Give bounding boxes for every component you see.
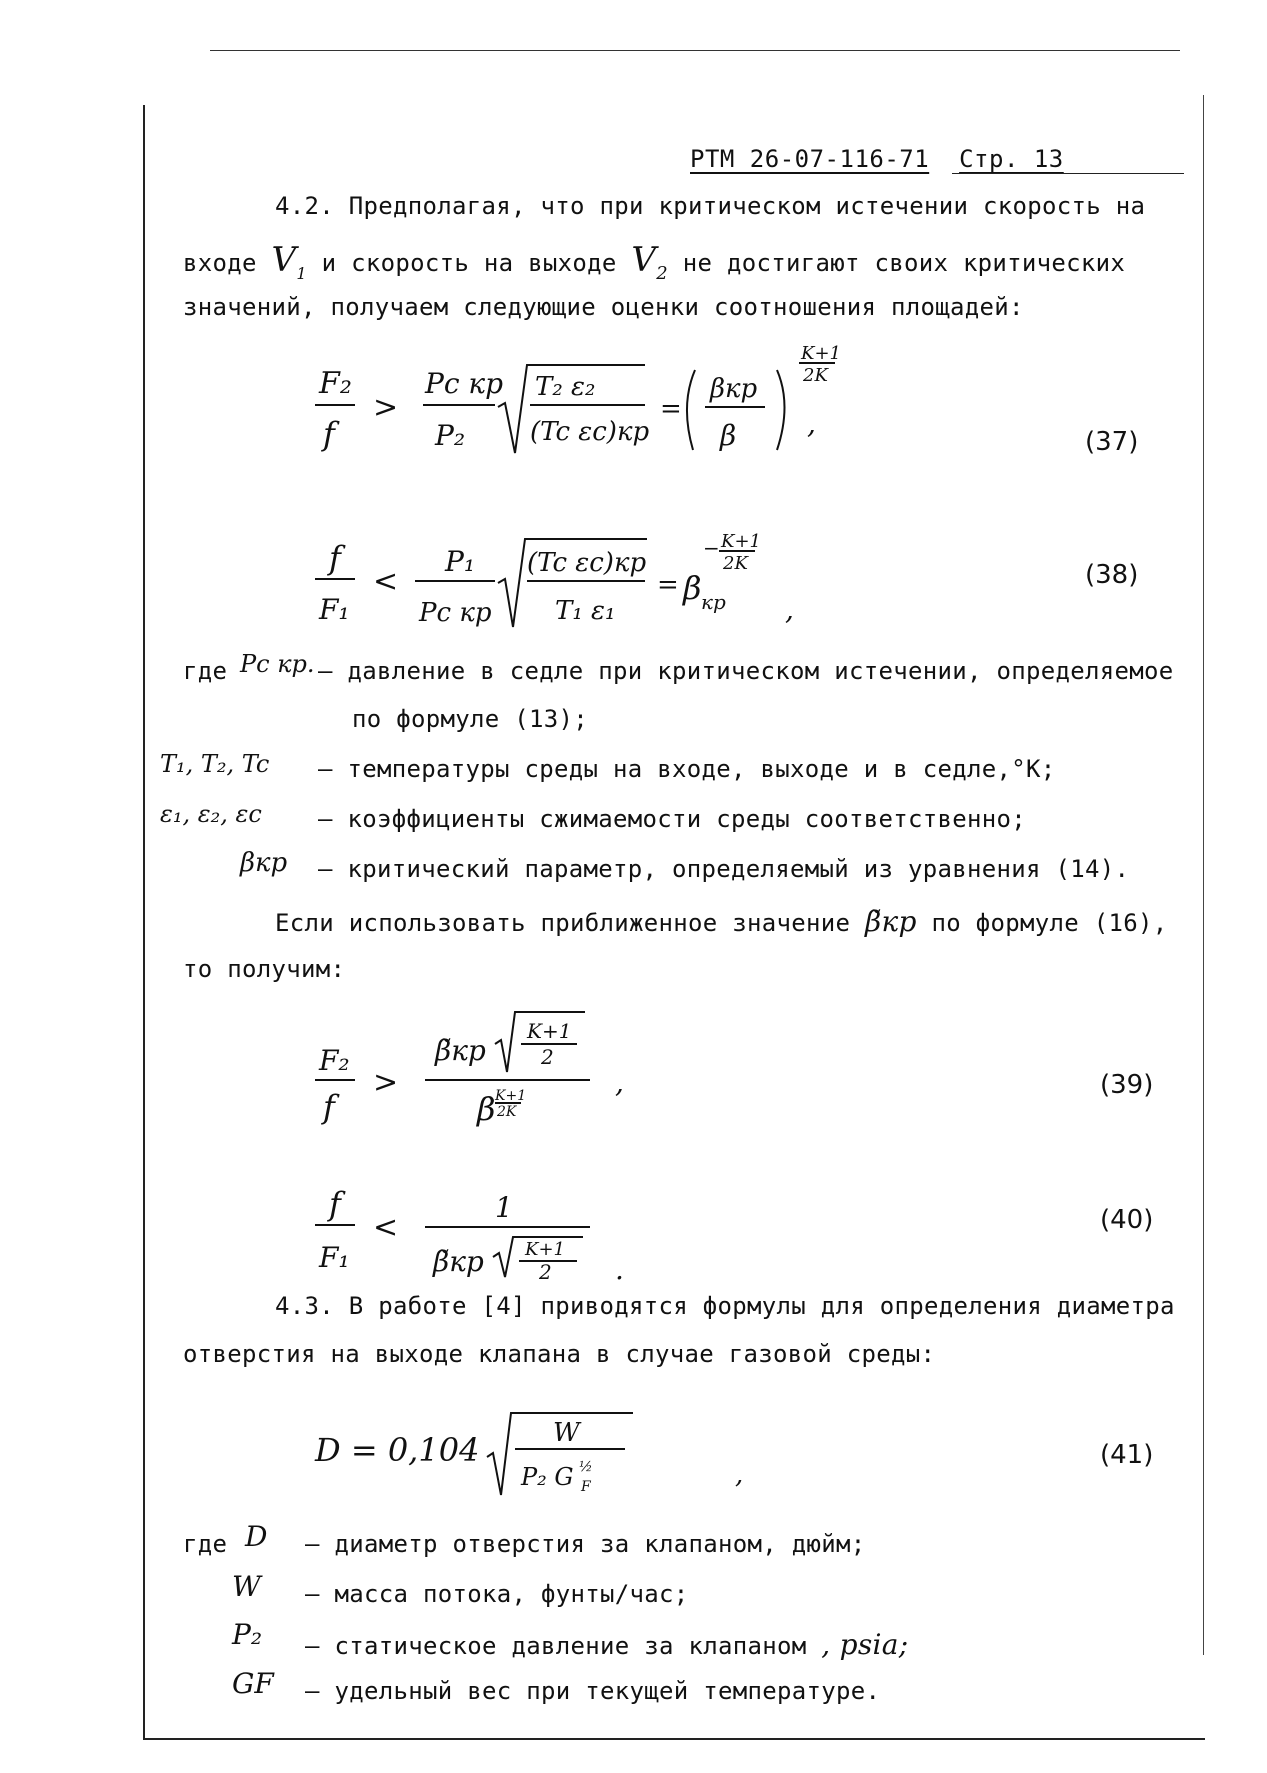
symbol-v1: $V_1$ bbox=[271, 240, 307, 283]
eq40-sqrt-den: 2 bbox=[539, 1260, 552, 1284]
eq39-num-base: β̃кр bbox=[435, 1034, 486, 1067]
def-gf-text: – удельный вес при текущей температуре. bbox=[305, 1677, 881, 1705]
eq41-trail: , bbox=[735, 1460, 744, 1490]
eq38-lhs-num: f bbox=[329, 539, 341, 577]
defs2-where: где bbox=[183, 1530, 228, 1558]
page-border-left bbox=[143, 105, 145, 1740]
eq39-trail: , bbox=[615, 1066, 624, 1099]
eq38-base-sub: кр bbox=[701, 590, 726, 614]
eq39-sqrt-den: 2 bbox=[541, 1045, 554, 1069]
eq39-lhs-num: F₂ bbox=[319, 1044, 350, 1077]
eq39-den-base: β bbox=[477, 1090, 496, 1128]
def-w-symbol: W bbox=[232, 1570, 261, 1603]
eq40-den-base: β̃кр bbox=[433, 1245, 484, 1278]
eq40-lhs-den: F₁ bbox=[319, 1241, 350, 1274]
para-4-2-line1: 4.2. Предполагая, что при критическом истечении скорость на bbox=[275, 192, 1146, 220]
def-temps-symbol: T₁, T₂, Tc bbox=[160, 750, 270, 778]
equation-37 bbox=[315, 345, 875, 465]
def-beta-text: – критический параметр, определяемый из уравнения (14). bbox=[318, 855, 1130, 883]
doc-number: РТМ 26-07-116-71 bbox=[690, 145, 930, 173]
para-4-2-line2: входе $V_1$ и скорость на выходе $V_2$ не достигают своих критических bbox=[183, 240, 1126, 284]
eq38-exp-minus: − bbox=[703, 536, 720, 560]
eq37-eq: = bbox=[660, 394, 682, 424]
def-temps-text: – температуры среды на входе, выходе и в седле,°К; bbox=[318, 755, 1056, 783]
para-approx-line2: то получим: bbox=[183, 955, 346, 983]
eq40-rhs-num: 1 bbox=[495, 1191, 513, 1224]
eq39-den-exp-num: K+1 bbox=[495, 1088, 527, 1104]
eq38-exp-num: K+1 bbox=[721, 531, 761, 552]
eq37-number: (37) bbox=[1085, 427, 1139, 457]
def-eps-symbol: ε₁, ε₂, εc bbox=[160, 800, 262, 828]
eq39-lhs-den: f bbox=[323, 1088, 335, 1126]
eq37-sqrt-den: (Tc εc)кр bbox=[530, 417, 650, 447]
def-gf-symbol: GF bbox=[232, 1667, 274, 1700]
eq37-op: > bbox=[373, 390, 399, 425]
para-4-2-line3: значений, получаем следующие оценки соотношения площадей: bbox=[183, 293, 1024, 321]
header-rule bbox=[952, 173, 1184, 174]
eq38-sqrt-num: (Tc εc)кр bbox=[527, 548, 647, 578]
page-border-bottom bbox=[143, 1738, 1205, 1740]
eq37-exp-den: 2K bbox=[803, 365, 828, 386]
def-p2-symbol: P₂ bbox=[232, 1618, 263, 1651]
eq37-exp-num: K+1 bbox=[801, 343, 841, 364]
page-border-right bbox=[1203, 95, 1204, 1655]
def-d-symbol: D bbox=[245, 1520, 268, 1553]
page-number: Стр. 13 bbox=[959, 145, 1064, 173]
eq39-den-exp-den: 2K bbox=[497, 1104, 517, 1120]
eq39-op: > bbox=[373, 1065, 399, 1100]
eq37-b-num: βкр bbox=[710, 374, 758, 404]
def-pc-kr-text: – давление в седле при критическом истечении, определяемое bbox=[318, 657, 1174, 685]
eq38-p-den: Pc кр bbox=[419, 598, 492, 628]
eq37-b-den: β bbox=[720, 419, 737, 452]
eq37-lhs-num: F₂ bbox=[319, 366, 352, 401]
eq37-p-num: Pc кр bbox=[425, 367, 504, 400]
eq40-lhs-num: f bbox=[329, 1185, 341, 1223]
eq38-exp-den: 2K bbox=[723, 553, 748, 574]
def-d-text: – диаметр отверстия за клапаном, дюйм; bbox=[305, 1530, 866, 1558]
eq40-trail: . bbox=[615, 1253, 624, 1286]
eq37-sqrt-num: T₂ ε₂ bbox=[535, 372, 596, 402]
eq38-trail: , bbox=[785, 593, 794, 626]
eq38-op: < bbox=[373, 564, 399, 599]
def-p2-text: – статическое давление за клапаном , psia; bbox=[305, 1628, 909, 1661]
symbol-beta-tilde: β̃кр bbox=[864, 905, 917, 938]
def-beta-symbol: βкр bbox=[240, 848, 288, 878]
page-header bbox=[690, 145, 1064, 173]
def-w-text: – масса потока, фунты/час; bbox=[305, 1580, 689, 1608]
def-pc-kr-symbol: Pc кр. bbox=[240, 650, 315, 678]
eq40-op: < bbox=[373, 1210, 399, 1245]
equation-38 bbox=[315, 527, 815, 637]
eq39-sqrt-num: K+1 bbox=[527, 1019, 572, 1043]
defs1-where: где bbox=[183, 657, 228, 685]
eq38-lhs-den: F₁ bbox=[319, 593, 350, 626]
top-rule bbox=[210, 50, 1180, 51]
eq38-sqrt-den: T₁ ε₁ bbox=[555, 596, 616, 626]
eq37-lhs-den: f bbox=[323, 415, 335, 453]
symbol-v2: $V_2$ bbox=[631, 240, 668, 284]
def-p2-unit: , psia; bbox=[821, 1628, 909, 1661]
eq38-eq: = bbox=[657, 570, 679, 600]
def-pc-kr-text2: по формуле (13); bbox=[352, 705, 588, 733]
eq41-sqrt-den-sub: F bbox=[581, 1479, 591, 1495]
eq41-number: (41) bbox=[1100, 1440, 1154, 1470]
equation-40 bbox=[315, 1175, 635, 1295]
eq40-number: (40) bbox=[1100, 1205, 1154, 1235]
eq39-number: (39) bbox=[1100, 1070, 1154, 1100]
eq38-p-num: P₁ bbox=[445, 545, 476, 578]
eq41-lhs: D = 0,104 bbox=[315, 1431, 480, 1469]
eq37-p-den: P₂ bbox=[435, 419, 466, 452]
eq38-number: (38) bbox=[1085, 560, 1139, 590]
equation-39 bbox=[315, 1000, 655, 1130]
eq40-sqrt-num: K+1 bbox=[525, 1239, 565, 1260]
para-4-3-line2: отверстия на выходе клапана в случае газовой среды: bbox=[183, 1340, 936, 1368]
para-approx-line1: Если использовать приближенное значение β̃кр по формуле (16), bbox=[275, 905, 1168, 938]
equation-41 bbox=[315, 1405, 775, 1505]
eq37-trail: , bbox=[807, 407, 816, 440]
eq41-sqrt-den-sup: ½ bbox=[579, 1459, 593, 1475]
def-eps-text: – коэффициенты сжимаемости среды соответственно; bbox=[318, 805, 1026, 833]
eq41-sqrt-den: P₂ G bbox=[521, 1463, 574, 1491]
eq38-base: β bbox=[683, 569, 702, 607]
eq41-sqrt-num: W bbox=[553, 1418, 580, 1448]
para-4-3-line1: 4.3. В работе [4] приводятся формулы для определения диаметра bbox=[275, 1292, 1175, 1320]
